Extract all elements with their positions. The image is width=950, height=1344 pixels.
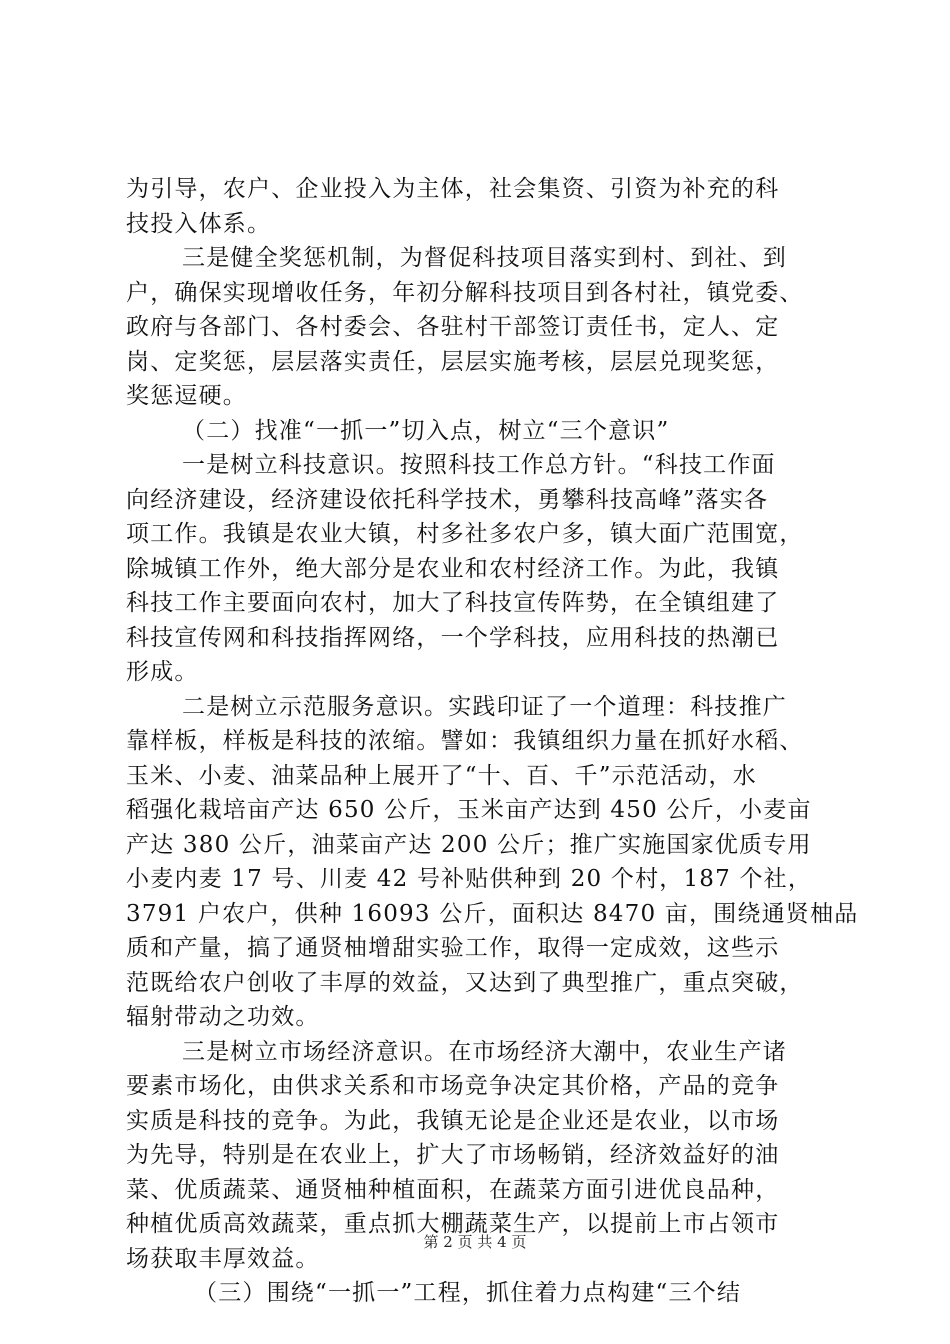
text-line: 种植优质高效蔬菜，重点抓大棚蔬菜生产，以提前上市占领市 <box>126 1211 780 1237</box>
text-line: 为先导，特别是在农业上，扩大了市场畅销，经济效益好的油 <box>126 1142 780 1168</box>
text-line: 户，确保实现增收任务，年初分解科技项目到各村社，镇党委、 <box>126 279 804 306</box>
text-line: 辐射带动之功效。 <box>126 1004 320 1030</box>
page-footer: 第 2 页 共 4 页 <box>423 1233 527 1251</box>
text-line: 三是树立市场经济意识。在市场经济大潮中，农业生产诸 <box>182 1038 787 1065</box>
text-line: 小麦内麦 17 号、川麦 42 号补贴供种到 20 个村，187 个社， <box>126 866 813 892</box>
text-line: 一是树立科技意识。按照科技工作总方针。“科技工作面 <box>182 452 776 478</box>
text-line: 科技工作主要面向农村，加大了科技宣传阵势，在全镇组建了 <box>126 590 780 616</box>
text-line: 菜、优质蔬菜、通贤柚种植面积，在蔬菜方面引进优良品种， <box>126 1176 780 1203</box>
text-line: 为引导，农户、企业投入为主体，社会集资、引资为补充的科 <box>126 176 780 202</box>
text-line: 稻强化栽培亩产达 650 公斤，玉米亩产达到 450 公斤，小麦亩 <box>126 797 812 823</box>
text-line: 形成。 <box>126 659 199 685</box>
text-line: 二是树立示范服务意识。实践印证了一个道理：科技推广 <box>182 693 787 720</box>
text-line: 科技宣传网和科技指挥网络，一个学科技，应用科技的热潮已 <box>126 624 780 651</box>
text-line: 政府与各部门、各村委会、各驻村干部签订责任书，定人、定 <box>126 314 780 340</box>
text-line: 产达 380 公斤，油菜亩产达 200 公斤；推广实施国家优质专用 <box>126 831 812 858</box>
text-line: 奖惩逗硬。 <box>126 383 247 409</box>
text-line: 实质是科技的竞争。为此，我镇无论是企业还是农业，以市场 <box>126 1107 780 1134</box>
text-line: （二）找准“一抓一”切入点，树立“三个意识” <box>182 417 670 444</box>
text-line: 项工作。我镇是农业大镇，村多社多农户多，镇大面广范围宽， <box>126 521 804 547</box>
text-line: （三）围绕“一抓一”工程，抓住着力点构建“三个结 <box>194 1280 742 1306</box>
text-line: 岗、定奖惩，层层落实责任，层层实施考核，层层兑现奖惩， <box>126 348 780 375</box>
text-line: 3791 户农户，供种 16093 公斤，面积达 8470 亩，围绕通贤柚品 <box>126 900 859 927</box>
text-line: 靠样板，样板是科技的浓缩。譬如：我镇组织力量在抓好水稻、 <box>126 728 804 754</box>
text-line: 向经济建设，经济建设依托科学技术，勇攀科技高峰”落实各 <box>126 486 769 513</box>
text-line: 场获取丰厚效益。 <box>126 1245 320 1272</box>
text-line: 质和产量，搞了通贤柚增甜实验工作，取得一定成效，这些示 <box>126 935 780 961</box>
text-line: 三是健全奖惩机制，为督促科技项目落实到村、到社、到 <box>182 245 787 271</box>
text-line: 技投入体系。 <box>126 210 272 237</box>
text-line: 范既给农户创收了丰厚的效益，又达到了典型推广，重点突破， <box>126 969 804 996</box>
document-body <box>126 172 859 1311</box>
text-line: 除城镇工作外，绝大部分是农业和农村经济工作。为此，我镇 <box>126 555 780 582</box>
text-line: 要素市场化，由供求关系和市场竞争决定其价格，产品的竞争 <box>126 1073 780 1099</box>
text-line: 玉米、小麦、油菜品种上展开了“十、百、千”示范活动，水 <box>126 762 757 789</box>
